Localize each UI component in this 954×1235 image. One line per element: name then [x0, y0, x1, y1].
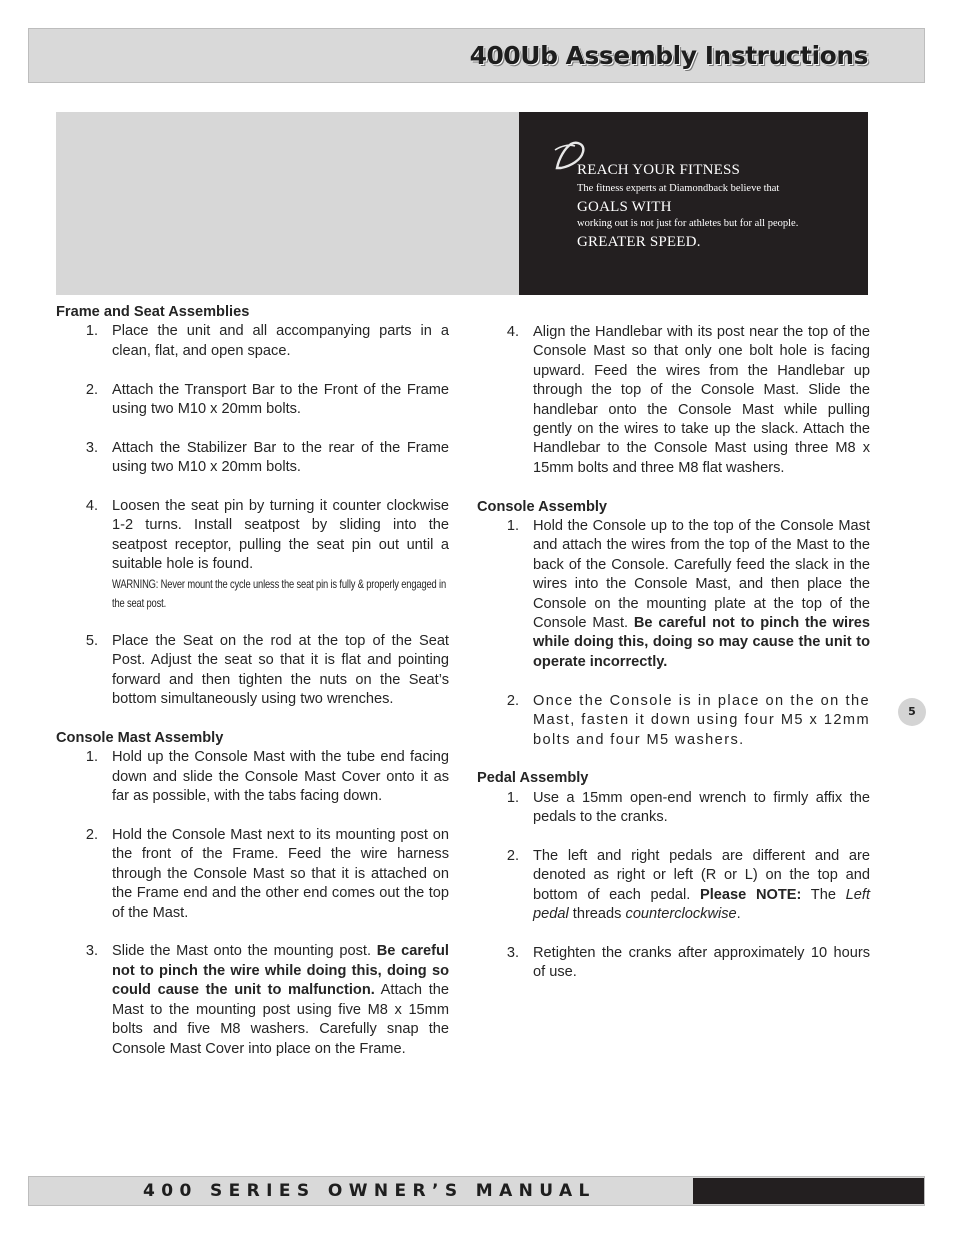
list-item [477, 692, 870, 750]
list-item [56, 381, 449, 420]
list-item [56, 497, 449, 613]
footer-dark-block [693, 1178, 924, 1204]
step-number: 4. [506, 324, 519, 340]
section-title-frame: Frame and Seat Assemblies [56, 304, 250, 320]
step-text: Attach the Stabilizer Bar to the rear of the Frame using two M10 x 20mm bolts. [112, 439, 449, 476]
list-item [56, 826, 449, 923]
list-item [56, 942, 449, 1058]
banner-image-area [56, 112, 519, 295]
step-number: 2. [506, 692, 519, 709]
step-number: 2. [506, 847, 519, 864]
step-text-continued: threads [568, 906, 626, 923]
step-content [533, 517, 870, 672]
step-text: Slide the Mast onto the mounting post. [112, 943, 372, 960]
list-item [56, 748, 449, 806]
footer-title: 400 SERIES OWNER’S MANUAL [143, 1181, 596, 1201]
step-number: 1. [85, 749, 98, 766]
step-number: 5. [85, 633, 98, 650]
italic-term: Left pedal [533, 886, 870, 923]
step-text-continued: Attach the Mast to the mounting post using five M8 x 15mm bolts and five M8 washers. Carefully snap the Console Mast Cover into place on the Frame. [112, 982, 449, 1057]
step-content [112, 942, 449, 1058]
caution-text: Be careful not to pinch the wires while doing this, doing so may cause the unit to operate incorrectly. [533, 615, 870, 670]
left-column [56, 303, 449, 1078]
step-number: 2. [85, 381, 98, 398]
caution-text: Be careful not to pinch the wire while doing this, doing so could cause the unit to malfunction. [112, 943, 449, 999]
banner-line-5: GREATER SPEED. [577, 234, 701, 250]
step-text: Attach the Transport Bar to the Front of the Frame using two M10 x 20mm bolts. [112, 381, 449, 418]
list-item [477, 517, 870, 672]
list-item [477, 323, 870, 478]
step-text: Once the Console is in place on the on the Mast, fasten it down using four M5 x 12mm bolts and four M5 washers. [533, 692, 870, 748]
step-text: The left and right pedals are different and are denoted as right or left (R or L) on the top and bottom of each pedal. [533, 847, 870, 903]
step-text-end: . [736, 906, 741, 923]
step-number: 2. [85, 827, 98, 844]
banner-line-3: GOALS WITH [577, 199, 672, 215]
banner-line-4: working out is not just for athletes but for all people. [577, 218, 799, 229]
step-text: Hold the Console Mast next to its mounting post on the front of the Frame. Feed the wire harness through the Console Mast so that it is attached on the Frame end and the other end comes out the top of the Mast. [112, 827, 449, 921]
italic-term: counterclockwise [625, 906, 737, 923]
list-item [56, 632, 449, 710]
step-text-continued: The [801, 886, 846, 903]
section-title-console: Console Assembly [477, 498, 608, 515]
step-number: 4. [85, 498, 98, 515]
header-bar [28, 28, 925, 83]
list-item [477, 789, 870, 828]
section-title-mast: Console Mast Assembly [56, 730, 224, 747]
banner-slogan-panel [519, 112, 868, 295]
step-number: 1. [85, 323, 98, 340]
step-text: Hold up the Console Mast with the tube end facing down and slide the Console Mast Cover onto it as far as possible, with the tabs facing down. [112, 749, 449, 805]
step-number: 3. [85, 439, 98, 456]
step-number: 3. [85, 943, 98, 960]
step-text: Loosen the seat pin by turning it counter clockwise 1-2 turns. Install seatpost by sliding into the seatpost receptor, pulling the seat pin out until a suitable hole is found. [112, 498, 449, 573]
list-item [477, 944, 870, 983]
section-title-pedal: Pedal Assembly [477, 770, 589, 787]
step-content [112, 497, 449, 613]
step-content [533, 847, 870, 925]
step-text: Align the Handlebar with its post near the top of the Console Mast so that only one bolt hole is facing upward. Feed the wires from the Handlebar up through the top of the Console Mast. Slide the handlebar onto the Console Mast while pulling gently on the wires to take up the slack. Attach the Handlebar to the Console Mast using three M8 x 15mm bolts and three M8 flat washers. [533, 324, 870, 476]
step-number: 3. [506, 944, 519, 961]
step-text: Hold the Console up to the top of the Console Mast and attach the wires from the top of the Mast to the back of the Console. Carefully feed the slack in the wires into the Console Mast, and then place the Console on the mounting plate at the top of the Console Mast. [533, 518, 870, 632]
step-text: Place the unit and all accompanying parts in a clean, flat, and open space. [112, 323, 449, 359]
step-text: Retighten the cranks after approximately 10 hours of use. [533, 944, 870, 981]
page-title: 400Ub Assembly Instructions [469, 41, 868, 70]
right-column [477, 323, 870, 1002]
list-item [477, 847, 870, 925]
step-text: Use a 15mm open-end wrench to firmly affix the pedals to the cranks. [533, 789, 870, 826]
warning-note: WARNING: Never mount the cycle unless the seat pin is fully & properly engaged in the seat post. [112, 576, 447, 610]
step-number: 1. [506, 789, 519, 806]
banner-line-2: The fitness experts at Diamondback believe that [577, 183, 780, 194]
note-label: Please NOTE: [700, 886, 802, 903]
footer-bar [28, 1176, 925, 1206]
list-item [56, 439, 449, 478]
list-item [56, 322, 449, 361]
step-text: Place the Seat on the rod at the top of the Seat Post. Adjust the seat so that it is flat and pointing forward and then tighten the nuts on the Seat’s bottom simultaneously using two wrenches. [112, 633, 449, 708]
step-number: 1. [506, 518, 519, 535]
page-number-badge: 5 [898, 698, 926, 726]
banner-line-1: REACH YOUR FITNESS [577, 162, 741, 178]
